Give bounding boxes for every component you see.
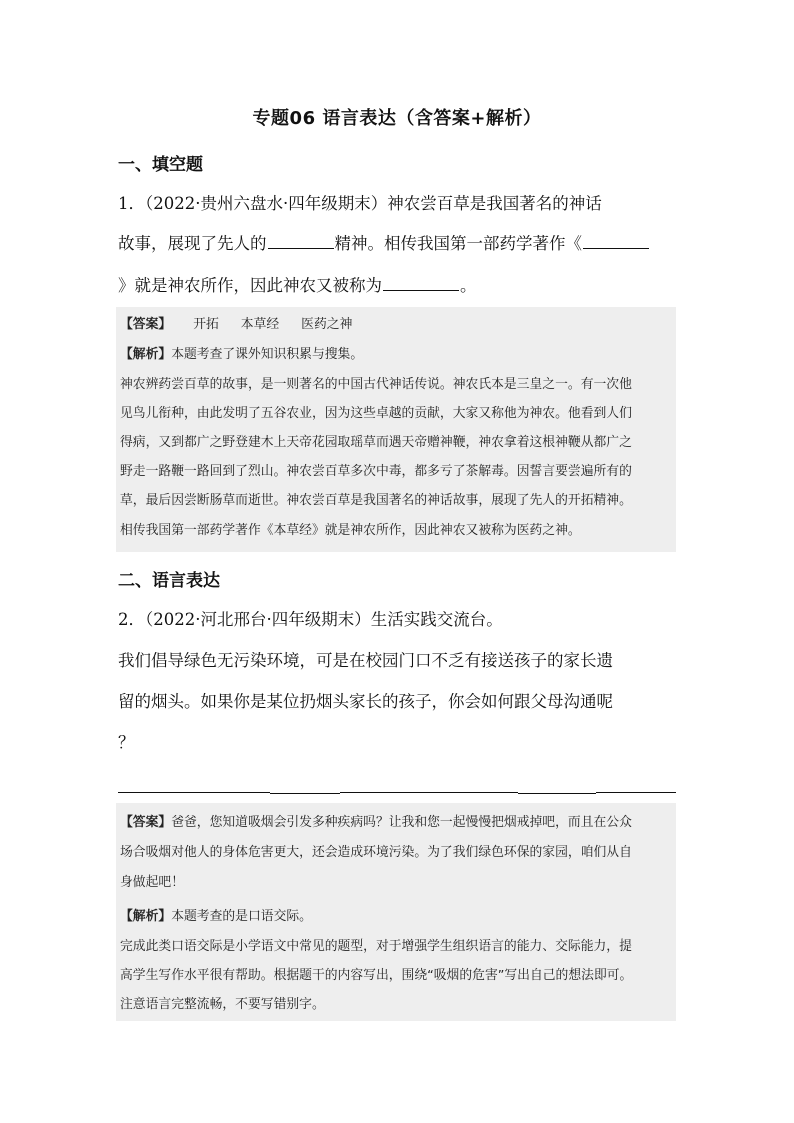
answer-blank[interactable]: [268, 232, 334, 249]
answer-text: 爸爸，您知道吸烟会引发多种疾病吗？让我和您一起慢慢把烟戒掉吧，而且在公众: [171, 815, 632, 830]
question-1-text: 》就是神农所作，因此神农又被称为: [118, 276, 382, 295]
analysis-tag: 【解析】: [120, 909, 172, 924]
answer-line: 场合吸烟对他人的身体危害更大，还会造成环境污染。为了我们绿色环保的家园，咱们从自: [120, 845, 632, 860]
question-2-answer-box: [116, 803, 676, 1021]
analysis-intro: 本题考查的是口语交际。: [171, 909, 312, 924]
question-1-text: 。: [460, 276, 477, 295]
question-1-text: 故事，展现了先人的: [118, 234, 267, 253]
analysis-line: 注意语言完整流畅，不要写错别字。: [120, 997, 325, 1012]
analysis-line: 见鸟儿衔种，由此发明了五谷农业，因为这些卓越的贡献，大家又称他为神农。他看到人们: [120, 406, 632, 421]
answer-tag: 【答案】: [120, 815, 172, 830]
answer-line: 身做起吧！: [120, 875, 184, 890]
question-1-line-1: 1．（2022·贵州六盘水·四年级期末）神农尝百草是我国著名的神话: [118, 194, 602, 213]
question-2-line-4: ？: [118, 733, 135, 752]
section-heading-language-expression: 二、语言表达: [118, 571, 220, 591]
answer-item: 开拓: [193, 317, 219, 332]
answer-line: [120, 811, 672, 830]
analysis-line: 完成此类口语交际是小学语文中常见的题型，对于增强学生组织语言的能力、交际能力，提: [120, 939, 632, 954]
analysis-intro: 本题考查了课外知识积累与搜集。: [171, 347, 364, 362]
answer-blank[interactable]: [383, 274, 459, 291]
analysis-intro-line: [120, 905, 672, 924]
answer-item: 本草经: [240, 317, 280, 332]
analysis-line: 相传我国第一部药学著作《本草经》就是神农所作，因此神农又被称为医药之神。: [120, 523, 581, 538]
question-1-text: 精神。相传我国第一部药学著作《: [334, 234, 582, 253]
question-2-line-2: 我们倡导绿色无污染环境，可是在校园门口不乏有接送孩子的家长遗: [118, 651, 613, 670]
analysis-line: 野走一路鞭一路回到了烈山。神农尝百草多次中毒，都多亏了茶解毒。因誓言要尝遍所有的: [120, 464, 632, 479]
answer-tag: 【答案】: [120, 317, 172, 332]
analysis-line: 高学生写作水平很有帮助。根据题干的内容写出，围绕“吸烟的危害”写出自己的想法即可。: [120, 968, 633, 983]
answer-line: [120, 313, 672, 332]
analysis-line: 神农辨药尝百草的故事，是一则著名的中国古代神话传说。神农氏本是三皇之一。有一次他: [120, 377, 632, 392]
analysis-intro-line: [120, 343, 672, 362]
analysis-tag: 【解析】: [120, 347, 172, 362]
question-2-line-1: 2．（2022·河北邢台·四年级期末）生活实践交流台。: [118, 610, 503, 629]
analysis-line: 草，最后因尝断肠草而逝世。神农尝百草是我国著名的神话故事，展现了先人的开拓精神。: [120, 493, 632, 508]
question-1-line-2: [118, 230, 678, 254]
question-1-line-3: [118, 272, 678, 296]
answer-blank[interactable]: [583, 232, 649, 249]
answer-writing-line[interactable]: [118, 784, 676, 796]
question-1-answer-box: [116, 307, 676, 552]
analysis-line: 得病，又到都广之野登建木上天帝花园取瑶草而遇天帝赠神鞭，神农拿着这根神鞭从都广之: [120, 435, 632, 450]
page-title: 专题06 语言表达（含答案+解析）: [252, 108, 542, 129]
section-heading-fill-blank: 一、填空题: [118, 155, 203, 175]
answer-item: 医药之神: [301, 317, 353, 332]
question-2-line-3: 留的烟头。如果你是某位扔烟头家长的孩子，你会如何跟父母沟通呢: [118, 692, 613, 711]
